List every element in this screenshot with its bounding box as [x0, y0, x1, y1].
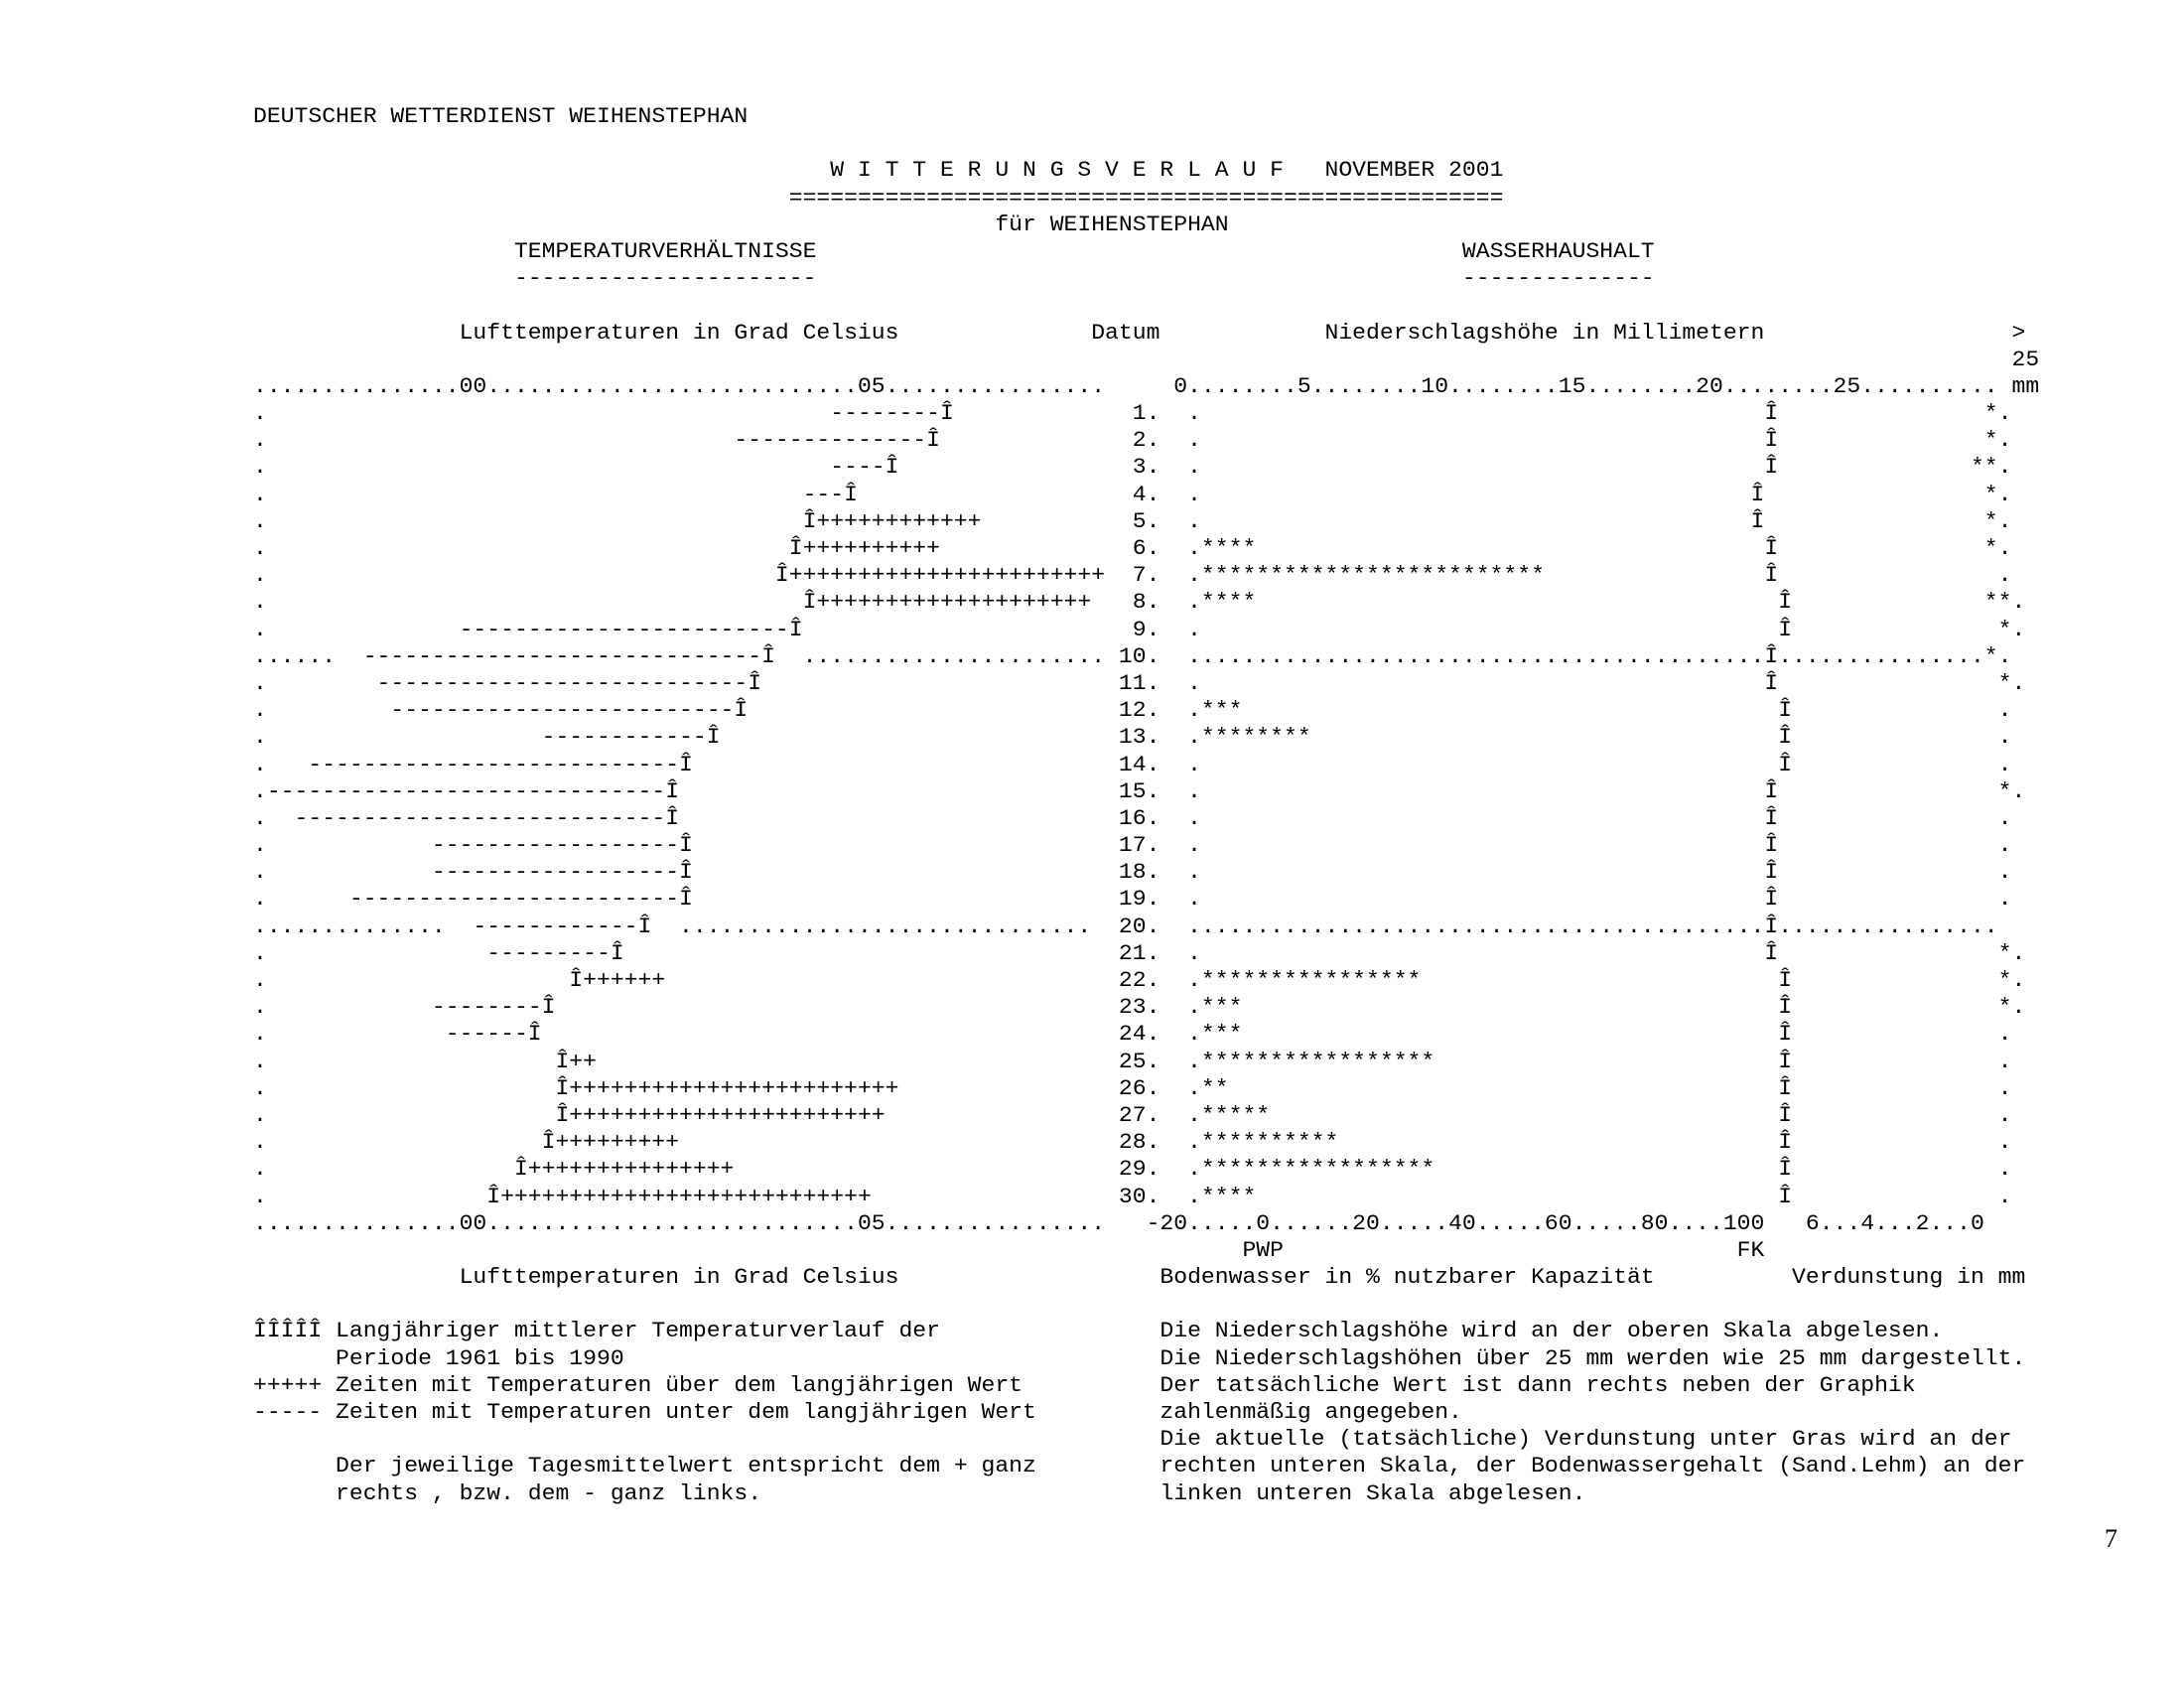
- blank-line: [253, 1291, 2039, 1318]
- chart-row: . Î++++++++++ 6. .**** Î *.: [253, 535, 2012, 561]
- legend-line: ÎÎÎÎÎ Langjähriger mittlerer Temperaturverlauf der Die Niederschlagshöhe wird an der oberen Skala abgelesen.: [253, 1318, 1944, 1344]
- bottom-scales: ...............00...........................05................ -20.....0......20.....40.....60.....80....100 6...4...2...0: [253, 1209, 1984, 1236]
- chart-row: . Î+++++++++++++++++++++++ 7. .************************* Î .: [253, 562, 2012, 589]
- chart-row: . ---------------------------Î 11. . Î *.: [253, 669, 2026, 696]
- chart-row: . Î+++++++++++++++++++++++ 27. .***** Î .: [253, 1101, 2012, 1128]
- chart-row: . ------------Î 13. .******** Î .: [253, 724, 2012, 751]
- weather-report: [253, 103, 2039, 1507]
- legend-line: +++++ Zeiten mit Temperaturen über dem langjährigen Wert Der tatsächliche Wert ist dann rechts neben der Graphik: [253, 1371, 1916, 1398]
- chart-row: . Î++++++++++++++++++++ 8. .**** Î **.: [253, 589, 2026, 616]
- chart-row: . Î++++++ 22. .**************** Î *.: [253, 967, 2026, 993]
- axis-labels: Lufttemperaturen in Grad Celsius Datum Niederschlagshöhe in Millimetern >: [253, 319, 2026, 346]
- chart-row: . Î++ 25. .***************** Î .: [253, 1048, 2012, 1074]
- chart-row: . ---------------------------Î 16. . Î .: [253, 804, 2012, 831]
- legend-line: rechts , bzw. dem - ganz links. linken unteren Skala abgelesen.: [253, 1479, 1586, 1506]
- cap-label-value: 25: [253, 346, 2040, 372]
- title-underline: ====================================================: [253, 184, 1504, 211]
- section-underlines: ---------------------- --------------: [253, 265, 1655, 292]
- chart-row: . ------Î 24. .*** Î .: [253, 1021, 2012, 1048]
- chart-row: . ---------------------------Î 14. . Î .: [253, 751, 2012, 777]
- section-headings: TEMPERATURVERHÄLTNISSE WASSERHAUSHALT: [253, 237, 1655, 264]
- blank-line: [253, 292, 2039, 319]
- bottom-markers: PWP FK: [253, 1236, 1765, 1263]
- title-line: W I T T E R U N G S V E R L A U F NOVEMBER 2001: [253, 157, 1504, 184]
- legend-line: ----- Zeiten mit Temperaturen unter dem langjährigen Wert zahlenmäßig angegeben.: [253, 1399, 1462, 1425]
- chart-row: . ---Î 4. . Î *.: [253, 481, 2012, 507]
- chart-row: .............. ------------Î .............................. 20. ..........................................Î................: [253, 913, 1998, 939]
- page-number: 7: [2105, 1524, 2117, 1553]
- blank-line: [253, 130, 2039, 157]
- top-scales: ...............00...........................05................ 0........5........10........15........20........25.......... mm: [253, 372, 2040, 399]
- legend-line: Periode 1961 bis 1990 Die Niederschlagshöhen über 25 mm werden wie 25 mm dargestellt.: [253, 1344, 2026, 1371]
- chart-row: . Î+++++++++++++++++++++++++++ 30. .**** Î .: [253, 1183, 2012, 1209]
- bottom-axis-labels: Lufttemperaturen in Grad Celsius Bodenwasser in % nutzbarer Kapazität Verdunstung in mm: [253, 1264, 2026, 1291]
- chart-row: ...... -----------------------------Î ...................... 10. ..........................................Î...............*.: [253, 642, 2012, 669]
- chart-row: . ------------------Î 18. . Î .: [253, 859, 2012, 886]
- chart-row: .-----------------------------Î 15. . Î *.: [253, 777, 2026, 804]
- chart-row: . -------------------------Î 12. .*** Î .: [253, 697, 2012, 724]
- chart-row: . --------Î 23. .*** Î *.: [253, 994, 2026, 1021]
- chart-row: . ------------------------Î 19. . Î .: [253, 886, 2012, 913]
- chart-row: . --------Î 1. . Î *.: [253, 400, 2012, 427]
- chart-row: . Î+++++++++++++++ 29. .***************** Î .: [253, 1156, 2012, 1183]
- chart-row: . ------------------Î 17. . Î .: [253, 832, 2012, 859]
- chart-row: . Î+++++++++ 28. .********** Î .: [253, 1129, 2012, 1156]
- agency-line: DEUTSCHER WETTERDIENST WEIHENSTEPHAN: [253, 103, 749, 129]
- subtitle-line: für WEIHENSTEPHAN: [253, 211, 1229, 237]
- chart-row: . Î++++++++++++++++++++++++ 26. .** Î .: [253, 1074, 2012, 1101]
- chart-row: . --------------Î 2. . Î *.: [253, 427, 2012, 454]
- chart-row: . ----Î 3. . Î **.: [253, 454, 2012, 481]
- legend-line: Die aktuelle (tatsächliche) Verdunstung unter Gras wird an der: [253, 1426, 2012, 1453]
- legend-line: Der jeweilige Tagesmittelwert entspricht dem + ganz rechten unteren Skala, der Bodenwassergehalt (Sand.Lehm) an der: [253, 1453, 2026, 1479]
- chart-row: . ------------------------Î 9. . Î *.: [253, 616, 2026, 642]
- chart-row: . Î++++++++++++ 5. . Î *.: [253, 507, 2012, 534]
- chart-row: . ---------Î 21. . Î *.: [253, 939, 2026, 966]
